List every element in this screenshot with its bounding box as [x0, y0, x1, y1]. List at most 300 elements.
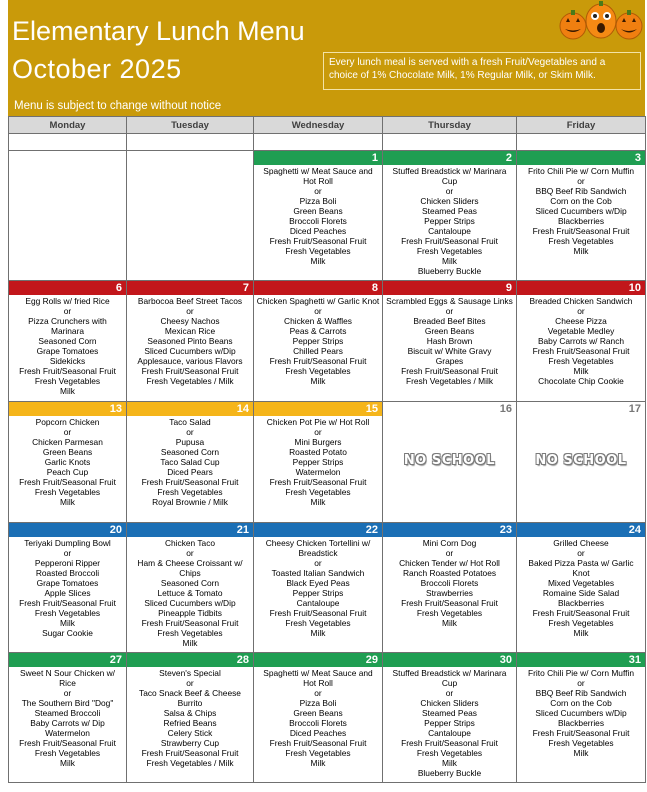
week-row [9, 522, 646, 652]
menu-item: Celery Stick [167, 727, 213, 738]
menu-item: Pepperoni Ripper [34, 557, 101, 568]
menu-item: Ranch Roasted Potatoes [402, 567, 497, 578]
menu-item: Milk [573, 365, 589, 376]
menu-item: Popcorn Chicken [35, 416, 100, 427]
day-header-thursday: Thursday [383, 117, 517, 134]
menu-item: Pepper Strips [292, 335, 344, 346]
menu-item: or [445, 547, 454, 558]
menu-item: Diced Peaches [289, 727, 347, 738]
menu-item: or [186, 677, 194, 688]
menu-item: Broccoli Florets [420, 577, 479, 588]
menu-items [127, 537, 253, 648]
menu-items [254, 165, 382, 266]
menu-item: Milk [60, 385, 75, 396]
no-school-text: NO SCHOOL [535, 452, 627, 468]
date-number: 29 [254, 653, 382, 667]
menu-item: Seasoned Corn [160, 577, 220, 588]
menu-item: Fresh Vegetables [285, 747, 351, 758]
menu-item: Black Eyed Peas [286, 577, 350, 588]
menu-item: Fresh Vegetables [157, 627, 223, 638]
date-number: 13 [9, 402, 126, 416]
menu-item: Spaghetti w/ Meat Sauce and Hot Roll [263, 667, 373, 688]
menu-items [517, 165, 645, 256]
date-number: 1 [254, 151, 382, 165]
day-cell-content [127, 402, 253, 522]
menu-item: Chicken Tender w/ Hot Roll [399, 557, 500, 568]
day-cell-content [517, 523, 645, 652]
day-cell-content [9, 151, 126, 280]
day-header-friday: Friday [517, 117, 646, 134]
menu-item: Steamed Broccoli [34, 707, 101, 718]
day-header-wednesday: Wednesday [254, 117, 383, 134]
menu-item: Spaghetti w/ Meat Sauce and Hot Roll [263, 165, 373, 186]
day-cell-content [517, 653, 645, 782]
menu-item: Milk [573, 627, 589, 638]
menu-item: or [314, 687, 322, 698]
menu-item: Fresh Vegetables [34, 375, 101, 386]
menu-item: Cheesy Chicken Tortellini w/ Breadstick [265, 537, 371, 558]
menu-item: Mini Burgers [294, 436, 342, 447]
menu-item: Milk [60, 496, 75, 507]
menu-item: or [314, 305, 322, 316]
menu-item: Broccoli Florets [289, 717, 347, 728]
menu-items [127, 165, 253, 166]
day-cell-content [383, 653, 516, 782]
day-cell [9, 652, 127, 782]
menu-item: Garlic Knots [44, 456, 91, 467]
date-number [127, 151, 253, 165]
menu-items [517, 521, 645, 522]
menu-items [383, 165, 516, 276]
menu-item: Baby Carrots w/ Dip [30, 717, 105, 728]
date-number: 27 [9, 653, 126, 667]
menu-item: or [186, 305, 194, 316]
menu-item: Watermelon [45, 727, 90, 738]
menu-item: Chocolate Chip Cookie [538, 375, 624, 386]
menu-item: Milk [310, 627, 326, 638]
menu-item: or [577, 175, 585, 186]
menu-item: Grapes [435, 355, 464, 366]
pumpkins-icon [556, 0, 646, 42]
day-cell [9, 401, 127, 522]
menu-item: BBQ Beef Rib Sandwich [535, 687, 627, 698]
menu-item: Pepper Strips [292, 456, 344, 467]
day-cell-content [383, 402, 516, 522]
menu-item: Pizza Crunchers with Marinara [28, 315, 107, 336]
menu-item: Corn on the Cob [550, 697, 612, 708]
date-number: 9 [383, 281, 516, 295]
menu-item: Cheesy Nachos [160, 315, 220, 326]
menu-item: Egg Rolls w/ fried Rice [25, 295, 110, 306]
menu-item: Chicken Sliders [420, 195, 479, 206]
day-cell-content [517, 281, 645, 401]
date-number: 24 [517, 523, 645, 537]
day-cell [127, 150, 254, 280]
day-cell-content [9, 523, 126, 652]
day-cell [9, 150, 127, 280]
menu-item: Sliced Cucumbers w/Dip [535, 205, 627, 216]
page-title: Elementary Lunch Menu [12, 16, 305, 46]
menu-item: Fresh Fruit/Seasonal Fruit [401, 235, 498, 246]
menu-item: Green Beans [42, 446, 93, 457]
menu-item: Chicken Spaghetti w/ Garlic Knot [256, 295, 380, 306]
menu-item: Sliced Cucumbers w/Dip [144, 345, 236, 356]
menu-items [254, 416, 382, 507]
menu-item: Pepper Strips [424, 215, 475, 226]
day-cell [127, 522, 254, 652]
menu-items [517, 537, 645, 638]
menu-item: Fresh Vegetables [157, 486, 223, 497]
menu-item: Steamed Peas [422, 205, 477, 216]
date-number: 17 [628, 402, 641, 415]
day-cell [254, 280, 383, 401]
menu-item: or [577, 677, 585, 688]
menu-item: Cantaloupe [428, 727, 471, 738]
menu-items [383, 521, 516, 522]
date-number: 6 [9, 281, 126, 295]
menu-item: Pizza Boli [299, 697, 337, 708]
menu-item: or [577, 305, 585, 316]
day-cell [254, 522, 383, 652]
week-row [9, 150, 646, 280]
date-number: 7 [127, 281, 253, 295]
menu-item: Cheese Pizza [555, 315, 607, 326]
menu-item: Breaded Beef Bites [413, 315, 486, 326]
menu-item: Salsa & Chips [163, 707, 217, 718]
day-cell [9, 522, 127, 652]
day-cell [127, 280, 254, 401]
menu-item: Milk [573, 747, 589, 758]
day-header-tuesday: Tuesday [127, 117, 254, 134]
menu-item: Fresh Vegetables [285, 486, 351, 497]
day-cell [383, 652, 517, 782]
menu-item: Fresh Vegetables [548, 235, 614, 246]
menu-item: Milk [442, 757, 457, 768]
menu-item: Fresh Vegetables [34, 607, 101, 618]
menu-items [9, 165, 126, 166]
menu-item: Stuffed Breadstick w/ Marinara Cup [392, 667, 507, 688]
day-cell-content [254, 281, 382, 401]
menu-item: Fresh Vegetables [548, 737, 614, 748]
day-cell-content [127, 653, 253, 782]
menu-item: Milk [442, 617, 457, 628]
menu-item: Blackberries [557, 717, 605, 728]
menu-items [9, 667, 126, 768]
day-cell [254, 652, 383, 782]
menu-items [517, 667, 645, 758]
menu-item: Royal Brownie / Milk [152, 496, 228, 507]
no-school-banner [517, 416, 645, 521]
menu-items [517, 295, 645, 386]
day-cell-content [517, 402, 645, 522]
menu-item: Romaine Side Salad [542, 587, 620, 598]
menu-item: Fresh Vegetables / Milk [405, 375, 494, 386]
menu-calendar [8, 116, 646, 783]
day-cell-content [383, 523, 516, 652]
menu-item: Fresh Fruit/Seasonal Fruit [532, 607, 630, 618]
week-row [9, 280, 646, 401]
menu-item: Stuffed Breadstick w/ Marinara Cup [392, 165, 507, 186]
day-cell-content [383, 281, 516, 401]
menu-item: or [314, 426, 322, 437]
menu-item: Fresh Fruit/Seasonal Fruit [269, 235, 367, 246]
menu-item: Steamed Peas [422, 707, 477, 718]
date-number: 15 [254, 402, 382, 416]
menu-item: Fresh Vegetables [416, 245, 483, 256]
menu-item: Sliced Cucumbers w/Dip [144, 597, 236, 608]
menu-item: Taco Salad [169, 416, 211, 427]
menu-item: or [577, 547, 585, 558]
menu-item: Chicken Pot Pie w/ Hot Roll [266, 416, 370, 427]
menu-item: Fresh Fruit/Seasonal Fruit [141, 476, 239, 487]
menu-item: Baby Carrots w/ Ranch [537, 335, 625, 346]
change-disclaimer: Menu is subject to change without notice [14, 100, 222, 112]
menu-item: Fresh Fruit/Seasonal Fruit [532, 727, 630, 738]
menu-item: Strawberries [425, 587, 473, 598]
day-cell-content [254, 523, 382, 652]
menu-item: Corn on the Cob [550, 195, 612, 206]
menu-item: Milk [310, 255, 326, 266]
menu-item: Fresh Vegetables [548, 355, 614, 366]
menu-item: Baked Pizza Pasta w/ Garlic Knot [528, 557, 634, 578]
day-cell [517, 150, 646, 280]
menu-item: Fresh Fruit/Seasonal Fruit [141, 365, 239, 376]
date-number: 21 [127, 523, 253, 537]
menu-items [254, 295, 382, 386]
menu-item: Hash Brown [426, 335, 473, 346]
menu-item: Mini Corn Dog [422, 537, 477, 548]
menu-item: or [63, 305, 72, 316]
menu-item: Green Beans [293, 205, 343, 216]
menu-item: Pepper Strips [424, 717, 475, 728]
menu-item: or [63, 687, 72, 698]
menu-item: BBQ Beef Rib Sandwich [535, 185, 627, 196]
menu-item: or [445, 305, 454, 316]
day-cell [127, 652, 254, 782]
menu-item: Lettuce & Tomato [157, 587, 223, 598]
menu-item: Roasted Broccoli [35, 567, 100, 578]
menu-item: Biscuit w/ White Gravy [407, 345, 492, 356]
menu-item: Sweet N Sour Chicken w/ Rice [20, 667, 115, 688]
day-cell [383, 522, 517, 652]
menu-item: Fresh Fruit/Seasonal Fruit [141, 617, 239, 628]
day-cell-content [9, 653, 126, 782]
date-number: 16 [499, 402, 512, 415]
day-cell [9, 280, 127, 401]
menu-items [383, 537, 516, 628]
menu-item: Seasoned Pinto Beans [147, 335, 233, 346]
no-school-banner [383, 416, 516, 521]
menu-item: Milk [60, 617, 75, 628]
date-number: 20 [9, 523, 126, 537]
day-cell-content [383, 151, 516, 280]
milk-notice: Every lunch meal is served with a fresh Fruit/Vegetables and a choice of 1% Chocolate Milk, 1% Regular Milk, or Skim Milk. [323, 52, 641, 90]
day-cell-content [254, 653, 382, 782]
menu-item: Blueberry Buckle [417, 767, 482, 778]
menu-items [127, 295, 253, 386]
menu-item: Diced Peaches [289, 225, 347, 236]
day-cell [517, 522, 646, 652]
menu-item: Cantaloupe [296, 597, 340, 608]
menu-items [127, 667, 253, 768]
menu-item: Chicken Taco [164, 537, 216, 548]
menu-item: Chicken Parmesan [32, 436, 103, 447]
menu-item: Chicken Sliders [420, 697, 479, 708]
menu-item: Fresh Vegetables [285, 245, 351, 256]
menu-item: Fresh Vegetables [548, 617, 614, 628]
menu-item: Fresh Fruit/Seasonal Fruit [19, 365, 116, 376]
menu-item: Blueberry Buckle [417, 265, 482, 276]
menu-item: Milk [573, 245, 589, 256]
date-number [9, 151, 126, 165]
menu-item: Fresh Fruit/Seasonal Fruit [141, 747, 239, 758]
menu-item: Steven's Special [159, 667, 221, 678]
menu-item: Fresh Fruit/Seasonal Fruit [532, 225, 630, 236]
menu-items [9, 537, 126, 638]
menu-item: Broccoli Florets [289, 215, 347, 226]
menu-item: or [63, 547, 72, 558]
month-title: October 2025 [12, 54, 182, 84]
no-school-text: NO SCHOOL [403, 452, 496, 468]
menu-item: Grape Tomatoes [36, 345, 99, 356]
menu-item: Fresh Fruit/Seasonal Fruit [401, 597, 498, 608]
menu-item: Fresh Vegetables [416, 607, 483, 618]
menu-item: Milk [442, 255, 457, 266]
menu-item: Blackberries [557, 215, 605, 226]
menu-item: or [186, 547, 194, 558]
menu-items [383, 667, 516, 778]
menu-item: or [445, 185, 454, 196]
menu-item: Barbocoa Beef Street Tacos [137, 295, 243, 306]
menu-item: Taco Salad Cup [160, 456, 220, 467]
menu-item: Milk [182, 637, 198, 648]
menu-item: Grape Tomatoes [36, 577, 99, 588]
menu-item: Mixed Vegetables [547, 577, 615, 588]
menu-item: Fresh Fruit/Seasonal Fruit [19, 737, 116, 748]
menu-item: Applesauce, various Flavors [137, 355, 243, 366]
menu-item: Green Beans [293, 707, 343, 718]
menu-item: Diced Pears [167, 466, 213, 477]
menu-item: Peach Cup [46, 466, 89, 477]
menu-item: Pizza Boli [299, 195, 337, 206]
menu-item: Pupusa [175, 436, 205, 447]
menu-item: Cantaloupe [428, 225, 471, 236]
day-cell [383, 150, 517, 280]
menu-item: Frito Chili Pie w/ Corn Muffin [528, 165, 634, 176]
menu-item: Fresh Fruit/Seasonal Fruit [269, 476, 367, 487]
menu-item: Fresh Vegetables [285, 365, 351, 376]
menu-item: Fresh Vegetables / Milk [146, 375, 234, 386]
menu-item: Fresh Fruit/Seasonal Fruit [532, 345, 630, 356]
day-cell [254, 150, 383, 280]
menu-item: Fresh Vegetables [34, 747, 101, 758]
menu-item: Refried Beans [163, 717, 217, 728]
day-cell [383, 401, 517, 522]
day-cell-content [517, 151, 645, 280]
blank-row [9, 134, 646, 151]
day-cell [517, 280, 646, 401]
menu-items [383, 295, 516, 386]
day-cell [127, 401, 254, 522]
menu-item: or [314, 185, 322, 196]
menu-item: Fresh Vegetables [34, 486, 101, 497]
menu-item: Fresh Fruit/Seasonal Fruit [401, 365, 498, 376]
menu-item: Taco Snack Beef & Cheese Burrito [139, 687, 241, 708]
menu-item: Pineapple Tidbits [158, 607, 222, 618]
date-number: 3 [517, 151, 645, 165]
menu-item: Fresh Vegetables [416, 747, 483, 758]
menu-item: Frito Chili Pie w/ Corn Muffin [528, 667, 634, 678]
menu-item: Seasoned Corn [38, 335, 97, 346]
menu-item: Fresh Fruit/Seasonal Fruit [19, 597, 116, 608]
date-number: 23 [383, 523, 516, 537]
menu-item: Milk [310, 757, 326, 768]
menu-item: Seasoned Corn [160, 446, 220, 457]
menu-item: Milk [310, 375, 326, 386]
menu-item: Sliced Cucumbers w/Dip [535, 707, 627, 718]
menu-item: Breaded Chicken Sandwich [529, 295, 633, 306]
menu-item: Sidekicks [49, 355, 86, 366]
date-number: 30 [383, 653, 516, 667]
day-cell-content [254, 402, 382, 522]
menu-item: or [445, 687, 454, 698]
header-banner [8, 0, 645, 116]
menu-item: or [63, 426, 72, 437]
menu-item: Watermelon [295, 466, 341, 477]
menu-items [9, 295, 126, 396]
menu-items [254, 537, 382, 638]
day-cell-content [127, 151, 253, 280]
menu-item: Green Beans [424, 325, 475, 336]
menu-item: or [314, 557, 322, 568]
day-cell-content [127, 523, 253, 652]
day-cell-content [127, 281, 253, 401]
menu-item: Fresh Fruit/Seasonal Fruit [19, 476, 116, 487]
date-number: 2 [383, 151, 516, 165]
day-cell [254, 401, 383, 522]
day-cell [517, 652, 646, 782]
date-number: 22 [254, 523, 382, 537]
date-number: 31 [517, 653, 645, 667]
date-number: 8 [254, 281, 382, 295]
menu-item: Mexican Rice [164, 325, 216, 336]
menu-item: Fresh Vegetables [285, 617, 351, 628]
menu-item: Fresh Fruit/Seasonal Fruit [269, 737, 367, 748]
week-row [9, 401, 646, 522]
menu-item: Toasted Italian Sandwich [271, 567, 365, 578]
menu-item: Roasted Potato [289, 446, 347, 457]
day-cell-content [254, 151, 382, 280]
menu-item: Fresh Fruit/Seasonal Fruit [269, 607, 367, 618]
menu-item: Peas & Carrots [289, 325, 347, 336]
menu-items [127, 416, 253, 507]
day-cell [517, 401, 646, 522]
menu-item: Pepper Strips [292, 587, 344, 598]
date-number: 14 [127, 402, 253, 416]
menu-item: or [186, 426, 194, 437]
menu-items [9, 416, 126, 507]
date-number: 10 [517, 281, 645, 295]
menu-item: Sugar Cookie [42, 627, 93, 638]
menu-item: Fresh Vegetables / Milk [146, 757, 234, 768]
date-number: 28 [127, 653, 253, 667]
menu-items [254, 667, 382, 768]
menu-item: Ham & Cheese Croissant w/ Chips [137, 557, 243, 578]
day-cell-content [9, 281, 126, 401]
day-cell-content [9, 402, 126, 522]
menu-item: Fresh Fruit/Seasonal Fruit [401, 737, 498, 748]
menu-item: Milk [310, 496, 326, 507]
